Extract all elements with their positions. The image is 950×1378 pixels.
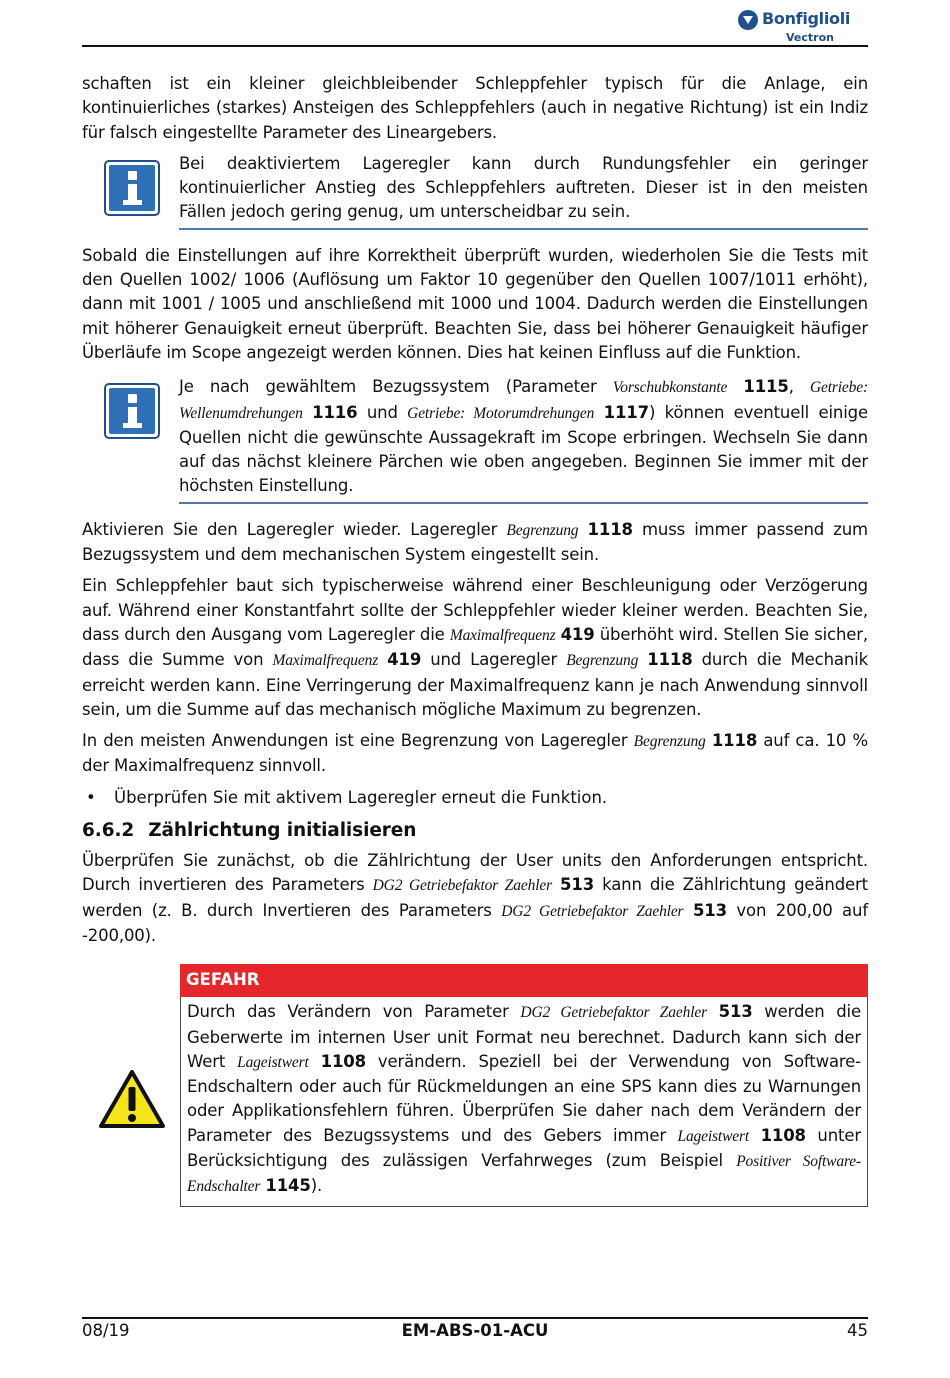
param-name: Lageistwert (237, 1053, 309, 1071)
info-note-1-text: Bei deaktiviertem Lageregler kann durch Rundungsfehler ein geringer kontinuierlicher Anstieg des Schleppfehlers auftreten. Dieser ist in den meisten Fällen jedoch gering genug, um unterscheidbar zu sein. (179, 152, 868, 230)
param-number: 1118 (647, 650, 693, 670)
paragraph-2: Sobald die Einstellungen auf ihre Korrektheit überprüft wurden, wiederholen Sie die Tests mit den Quellen 1002/ 1006 (Auflösung um Faktor 10 gegenüber den Quellen 1007/1011 erhöht), dann mit 1001 / 1005 und anschließend mit 1000 und 1004. Dadurch werden die Einstellungen mit höherer Genauigkeit erneut überprüft. Beachten Sie, dass bei höherer Genauigkeit häufiger Überläufe im Scope angezeigt werden können. Dies hat keinen Einfluss auf die Funktion. (82, 245, 868, 362)
bullet-list (82, 786, 868, 810)
footer-page-number: 45 (847, 1321, 868, 1340)
info-icon (104, 160, 160, 216)
footer-date: 08/19 (82, 1321, 130, 1340)
paragraph-4: Ein Schleppfehler baut sich typischerweise während einer Beschleunigung oder Verzögerung auf. Während einer Konstantfahrt sollte der Schleppfehler wieder kleiner werden. Beachten Sie, dass durch den Ausgang vom Lageregler die Maximalfrequenz 419 überhöht wird. Stellen Sie sicher, dass die Summe von Maximalfrequenz 419 und Lageregler Begrenzung 1118 durch die Mechanik erreicht werden kann. Eine Verringerung der Maximalfrequenz kann je nach Anwendung sinnvoll sein, um die Summe auf das mechanisch mögliche Maximum zu begrenzen. (82, 576, 868, 719)
info-icon (104, 383, 160, 439)
footer-rule (82, 1317, 868, 1319)
page-footer (82, 1321, 868, 1343)
param-name: Getriebe: Motorumdrehungen (407, 404, 595, 422)
footer-doc-id: EM-ABS-01-ACU (401, 1321, 549, 1340)
warning-icon (98, 1069, 168, 1133)
param-number: 419 (560, 624, 595, 644)
paragraph-3: Aktivieren Sie den Lageregler wieder. Lageregler Begrenzung 1118 muss immer passend zum Bezugssystem und dem mechanischen System eingestellt sein. (82, 519, 868, 565)
header-rule (82, 45, 868, 47)
param-number: 1116 (312, 402, 358, 422)
info-note-2-text: Je nach gewähltem Bezugssystem (Parameter Vorschubkonstante 1115, Getriebe: Wellenumdrehungen 1116 und Getriebe: Motorumdrehungen 1117) können eventuell einige Quellen nicht die gewünschte Aussagekraft im Scope erbringen. Wechseln Sie dann auf das nächst kleinere Pärchen wie oben angegeben. Beginnen Sie immer mit der höchsten Einstellung. (179, 375, 868, 503)
param-number: 513 (560, 875, 595, 895)
param-name: Maximalfrequenz (449, 626, 556, 644)
param-number: 419 (387, 650, 422, 670)
param-name: DG2 Getriebefaktor Zaehler (372, 877, 552, 895)
param-name: Maximalfrequenz (272, 652, 379, 670)
danger-text: Durch das Verändern von Parameter DG2 Getriebefaktor Zaehler 513 werden die Geberwerte im internen User unit Format neu berechnet. Dadurch kann sich der Wert Lageistwert 1108 verändern. Speziell bei der Verwendung von Software-Endschaltern oder auch für Rückmeldungen an eine SPS kann dies zu Warnungen oder Applikationsfehlern führen. Überprüfen Sie daher nach dem Verändern der Parameter des Bezugssystems und des Gebers immer Lageistwert 1108 unter Berücksichtigung des zulässigen Verfahrweges (zum Beispiel Positiver Software-Endschalter 1145). (180, 997, 868, 1206)
brand-name: Bonfiglioli (762, 9, 851, 28)
param-name: DG2 Getriebefaktor Zaehler (520, 1004, 707, 1022)
danger-notice (82, 964, 868, 1206)
param-name: Begrenzung (566, 652, 639, 670)
param-number: 513 (718, 1002, 753, 1022)
list-item: • Überprüfen Sie mit aktivem Lageregler erneut die Funktion. (82, 786, 868, 810)
main-content (82, 72, 868, 1207)
brand-sub: Vectron (786, 31, 834, 44)
param-name: DG2 Getriebefaktor Zaehler (501, 902, 684, 920)
param-name: Positiver Software-Endschalter (187, 1152, 861, 1196)
param-name: Begrenzung (633, 733, 706, 751)
param-name: Begrenzung (506, 521, 579, 539)
info-note-1 (82, 152, 868, 230)
section-title: Zählrichtung initialisieren (148, 820, 417, 842)
brand-logo-icon (738, 10, 758, 30)
paragraph-6: Überprüfen Sie zunächst, ob die Zählrichtung der User units den Anforderungen entspricht. Durch invertieren des Parameters DG2 Getriebefaktor Zaehler 513 kann die Zählrichtung geändert werden (z. B. durch Invertieren des Parameters DG2 Getriebefaktor Zaehler 513 von 200,00 auf -200,00). (82, 851, 868, 945)
section-number: 6.6.2 (82, 820, 135, 842)
param-number: 513 (692, 900, 727, 920)
param-name: Getriebe: Wellenumdrehungen (179, 379, 868, 422)
paragraph-1: schaften ist ein kleiner gleichbleibender Schleppfehler typisch für die Anlage, ein kontinuierliches (starkes) Ansteigen des Schleppfehlers (auch in negative Richtung) ist ein Indiz für falsch eingestellte Parameter des Lineargebers. (82, 74, 868, 142)
param-number: 1108 (760, 1125, 806, 1145)
param-number: 1117 (603, 402, 649, 422)
info-note-2 (82, 375, 868, 503)
section-heading (82, 820, 868, 841)
param-number: 1145 (265, 1176, 311, 1196)
paragraph-5: In den meisten Anwendungen ist eine Begrenzung von Lageregler Begrenzung 1118 auf ca. 10 % der Maximalfrequenz sinnvoll. (82, 731, 868, 776)
param-name: Vorschubkonstante (612, 379, 728, 397)
param-name: Lageistwert (677, 1127, 750, 1145)
param-number: 1118 (711, 731, 758, 751)
param-number: 1108 (320, 1051, 366, 1071)
param-number: 1115 (743, 377, 789, 397)
danger-label: GEFAHR (180, 964, 868, 997)
brand-logo (738, 8, 868, 46)
param-number: 1118 (587, 519, 633, 539)
